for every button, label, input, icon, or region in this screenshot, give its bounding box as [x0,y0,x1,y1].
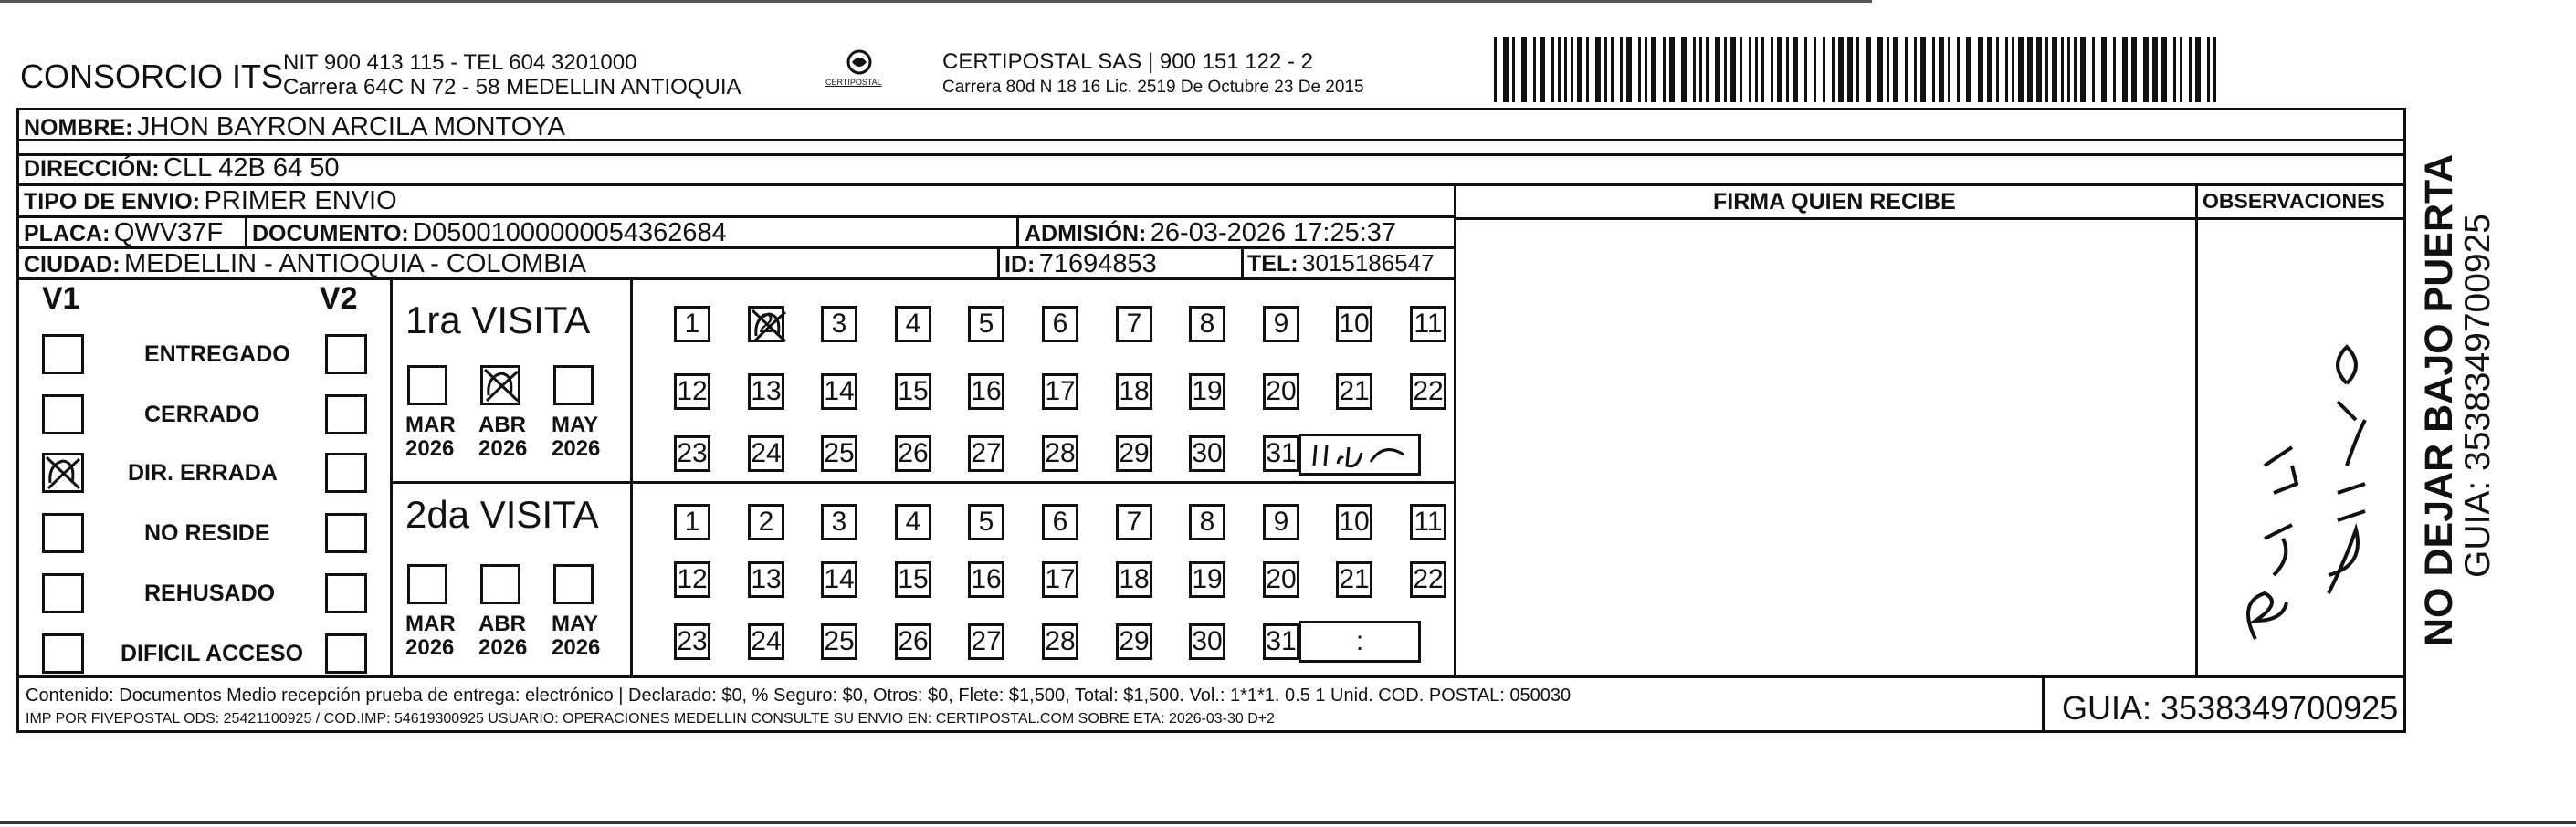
day-box[interactable] [1116,306,1152,342]
day-box[interactable] [748,561,784,598]
barcode-bar [1866,37,1871,102]
day-number: 6 [1052,507,1068,537]
barcode-bar [1611,37,1614,102]
ciudad-row [24,251,586,277]
v2-checkbox[interactable] [325,453,367,493]
barcode-bar [1551,37,1554,102]
day-number: 13 [751,376,782,406]
barcode-bar [2067,37,2070,102]
barcode-bar [1740,37,1742,102]
barcode-bar [1715,37,1720,102]
day-number: 2 [758,507,774,537]
admision-row [1025,220,1396,246]
day-number: 15 [898,376,929,406]
direccion-label: DIRECCIÓN: [24,156,160,182]
barcode-bar [1771,37,1773,102]
day-box[interactable] [1189,623,1225,660]
year-label: 2026 [552,635,601,660]
barcode-bar [2027,37,2033,102]
month-label: ABR [478,612,526,636]
nombre-label: NOMBRE: [24,115,133,141]
barcode-bar [1893,37,1898,102]
day-number: 17 [1045,564,1076,594]
day-box[interactable] [674,561,710,598]
carrier-license: Carrera 80d N 18 16 Lic. 2519 De Octubre 23 De 2015 [942,78,1364,97]
status-label: NO RESIDE [144,520,270,546]
barcode-bar [1978,37,1983,102]
day-box[interactable] [1336,561,1372,598]
day-box[interactable] [821,435,857,472]
day-box[interactable] [748,504,784,540]
day-box[interactable] [1042,623,1078,660]
v1-header: V1 [42,281,80,316]
day-box[interactable] [821,373,857,410]
barcode-bar [1626,37,1632,102]
day-number: 13 [751,564,782,594]
day-number: 28 [1045,626,1076,656]
barcode-bar [2180,37,2182,102]
day-box[interactable] [968,306,1004,342]
day-box[interactable] [748,306,784,342]
day-box[interactable] [674,435,710,472]
barcode-bar [2061,37,2064,102]
year-label: 2026 [478,436,528,461]
day-number: 28 [1045,438,1076,468]
day-box[interactable] [821,623,857,660]
barcode-bar [1521,37,1527,102]
day-box[interactable] [968,623,1004,660]
day-number: 26 [898,626,929,656]
v2-checkbox[interactable] [325,633,367,674]
day-number: 27 [971,438,1002,468]
barcode-bar [1512,37,1515,102]
day-number: 6 [1052,309,1068,339]
barcode-bar [1777,37,1782,102]
v1-checkbox[interactable] [42,573,84,613]
admision-value: 26-03-2026 17:25:37 [1150,218,1397,247]
barcode-bar [2213,37,2216,102]
month-checkbox[interactable] [553,365,594,405]
direccion-row [24,155,339,182]
day-box[interactable] [1189,561,1225,598]
status-label: DIFICIL ACCESO [121,641,304,666]
day-number: 8 [1199,309,1215,339]
placa-label: PLACA: [24,221,110,246]
nombre-value: JHON BAYRON ARCILA MONTOYA [136,112,565,141]
id-row [1004,251,1157,277]
day-number: 14 [824,376,855,406]
barcode-bar [1663,37,1666,102]
month-label: ABR [478,413,526,437]
day-number: 29 [1119,438,1150,468]
day-number: 18 [1119,376,1150,406]
day-box[interactable] [968,435,1004,472]
barcode-bar [1651,37,1656,102]
company-nit: NIT 900 413 115 - TEL 604 3201000 [283,50,637,75]
day-number: 26 [898,438,929,468]
day-number: 20 [1266,564,1297,594]
day-box[interactable] [674,623,710,660]
day-box[interactable] [674,504,710,540]
month-label: MAR [405,612,456,636]
day-number: 30 [1192,438,1223,468]
day-number: 5 [978,309,994,339]
day-box[interactable] [895,373,931,410]
day-number: 11 [1414,309,1443,339]
barcode-bar [2080,37,2086,102]
day-number: 16 [971,564,1002,594]
barcode-bar [2195,37,2201,102]
day-box[interactable] [1042,504,1078,540]
day-number: 25 [824,626,855,656]
day-box[interactable] [748,373,784,410]
day-box[interactable] [1263,435,1299,472]
v1-checkbox[interactable] [42,513,84,553]
year-label: 2026 [552,436,601,461]
day-box[interactable] [1189,306,1225,342]
ciudad-value: MEDELLIN - ANTIOQUIA - COLOMBIA [124,249,586,278]
company-name: CONSORCIO ITS [20,58,284,95]
barcode-bar [2045,37,2048,102]
barcode-bar [2173,37,2176,102]
day-number: 3 [831,507,847,537]
tel-row [1247,251,1435,276]
second-visit-time-text: : [1355,626,1364,656]
day-box[interactable] [1336,504,1372,540]
barcode-bar [1761,37,1764,102]
barcode-bar [2189,37,2192,102]
day-box[interactable] [895,504,931,540]
barcode-bar [2161,37,2167,102]
barcode-bar [1681,37,1687,102]
id-label: ID: [1004,252,1036,277]
day-number: 12 [677,564,708,594]
day-number: 21 [1339,564,1370,594]
second-visit-time-box[interactable] [1299,621,1421,663]
day-number: 16 [971,376,1002,406]
day-number: 25 [824,438,855,468]
admision-label: ADMISIÓN: [1025,221,1147,246]
no-dejar-bajo-puerta: NO DEJAR BAJO PUERTA [2417,153,2461,646]
day-box[interactable] [1263,306,1299,342]
v2-header: V2 [320,281,358,316]
barcode-bar [1540,37,1545,102]
barcode-bar [1847,37,1853,102]
barcode-bar [1503,37,1509,102]
v2-checkbox[interactable] [325,513,367,553]
barcode-bar [1814,37,1816,102]
v1-checkbox[interactable] [42,334,84,374]
day-box[interactable] [895,435,931,472]
day-box[interactable] [821,306,857,342]
barcode-icon [1494,37,2223,102]
status-label: DIR. ERRADA [128,460,278,486]
day-box[interactable] [1042,435,1078,472]
carrier-name: CERTIPOSTAL SAS | 900 151 122 - 2 [942,49,1313,74]
day-box[interactable] [1263,504,1299,540]
barcode-bar [2143,37,2149,102]
month-label: MAY [552,413,599,437]
barcode-bar [2122,37,2128,102]
barcode-bar [1533,37,1536,102]
day-box[interactable] [895,306,931,342]
month-checkbox[interactable] [553,564,594,604]
barcode-bar [1905,37,1908,102]
ciudad-label: CIUDAD: [24,252,121,277]
second-visit-title: 2da VISITA [405,493,599,536]
tipo-value: PRIMER ENVIO [204,186,397,215]
barcode-bar [1558,37,1561,102]
day-box[interactable] [1263,373,1299,410]
day-box[interactable] [1410,504,1446,540]
month-checkbox[interactable] [407,365,447,405]
year-label: 2026 [405,436,455,461]
day-box[interactable] [821,561,857,598]
logo-caption: CERTIPOSTAL [825,78,882,87]
day-box[interactable] [674,306,710,342]
barcode-bar [1706,37,1709,102]
day-box[interactable] [1116,623,1152,660]
day-number: 4 [905,507,921,537]
v1-checkbox[interactable] [42,633,84,674]
day-number: 24 [751,626,782,656]
firma-label: FIRMA QUIEN RECIBE [1713,189,1956,215]
year-label: 2026 [478,635,528,660]
barcode-bar [1730,37,1736,102]
day-number: 7 [1126,507,1142,537]
day-number: 29 [1119,626,1150,656]
barcode-bar [2092,37,2095,102]
day-number: 22 [1413,564,1444,594]
month-checkbox[interactable] [407,564,447,604]
documento-row [252,220,727,246]
barcode-bar [1987,37,1992,102]
barcode-bar [1832,37,1835,102]
day-box[interactable] [1410,373,1446,410]
id-value: 71694853 [1038,249,1157,278]
side-guia: GUIA: 3538349700925 [2458,214,2497,578]
barcode-bar [1920,37,1926,102]
day-number: 4 [905,309,921,339]
day-box[interactable] [748,435,784,472]
barcode-bar [1877,37,1883,102]
day-number: 9 [1273,309,1289,339]
first-visit-time-box[interactable] [1299,434,1421,476]
day-number: 8 [1199,507,1215,537]
barcode-bar [1823,37,1825,102]
day-number: 23 [677,438,708,468]
status-label: ENTREGADO [144,341,290,367]
day-box[interactable] [1189,504,1225,540]
day-number: 1 [684,507,700,537]
barcode-bar [1749,37,1751,102]
day-box[interactable] [895,561,931,598]
barcode-bar [1494,37,1497,102]
day-box[interactable] [968,373,1004,410]
barcode-bar [1793,37,1798,102]
tel-value: 3015186547 [1302,249,1435,277]
barcode-bar [1571,37,1573,102]
barcode-bar [1948,37,1950,102]
day-number: 20 [1266,376,1297,406]
observaciones-handwriting [2228,329,2392,657]
barcode-bar [1564,37,1567,102]
placa-value: QWV37F [113,218,224,247]
day-box[interactable] [968,504,1004,540]
barcode-bar [1887,37,1889,102]
documento-value: D05001000000054362684 [413,218,727,247]
footer-guia: GUIA: 3538349700925 [2062,689,2399,727]
month-checkbox[interactable] [480,564,520,604]
barcode-bar [1957,37,1960,102]
company-address: Carrera 64C N 72 - 58 MEDELLIN ANTIOQUIA [283,75,741,99]
barcode-bar [2036,37,2042,102]
first-visit-title: 1ra VISITA [405,298,591,341]
barcode-bar [1645,37,1647,102]
barcode-bar [1856,37,1859,102]
barcode-bar [1939,37,1944,102]
day-number: 19 [1192,376,1223,406]
barcode-bar [2152,37,2158,102]
barcode-bar [1755,37,1758,102]
barcode-bar [2113,37,2116,102]
day-number: 19 [1192,564,1223,594]
barcode-bar [1914,37,1917,102]
day-number: 3 [831,309,847,339]
barcode-bar [1693,37,1696,102]
day-box[interactable] [1116,373,1152,410]
day-number: 1 [684,309,700,339]
day-number: 17 [1045,376,1076,406]
day-box[interactable] [1042,561,1078,598]
direccion-value: CLL 42B 64 50 [163,153,340,183]
placa-row [24,220,223,246]
status-label: REHUSADO [144,581,276,606]
day-number: 31 [1266,438,1297,468]
day-number: 15 [898,564,929,594]
day-box[interactable] [1116,561,1152,598]
day-box[interactable] [1263,623,1299,660]
day-box[interactable] [674,373,710,410]
barcode-bar [1577,37,1582,102]
day-box[interactable] [748,623,784,660]
day-box[interactable] [1116,504,1152,540]
day-box[interactable] [1410,561,1446,598]
barcode-bar [2005,37,2008,102]
day-number: 23 [677,626,708,656]
barcode-bar [1669,37,1675,102]
month-label: MAR [405,413,456,437]
day-number: 14 [824,564,855,594]
certipostal-logo [818,46,900,100]
day-number: 21 [1339,376,1370,406]
day-number: 27 [971,626,1002,656]
nombre-row [24,114,565,141]
documento-label: DOCUMENTO: [252,221,409,246]
month-label: MAY [552,612,599,636]
month-checkbox[interactable] [480,365,520,405]
tel-label: TEL: [1247,251,1299,277]
day-box[interactable] [895,623,931,660]
barcode-bar [1595,37,1601,102]
day-number: 30 [1192,626,1223,656]
barcode-bar [2074,37,2077,102]
footer-contenido: Contenido: Documentos Medio recepción prueba de entrega: electrónico | Declarado: $0, % Seguro: $0, Otros: $0, Flete: $1,500, Total: $1,500. Vol.: 1*1*1. 0.5 1 Unid. COD. POSTAL: 050030 [26,686,1572,706]
day-number: 10 [1339,507,1370,537]
day-box[interactable] [821,504,857,540]
barcode-bar [2052,37,2057,102]
day-box[interactable] [1116,435,1152,472]
day-box[interactable] [1042,306,1078,342]
day-number: 2 [758,309,774,339]
status-label: CERRADO [144,402,260,427]
tipo-label: TIPO DE ENVIO: [24,189,201,215]
day-number: 10 [1339,309,1370,339]
barcode-bar [1638,37,1641,102]
day-number: 7 [1126,309,1142,339]
day-box[interactable] [1336,373,1372,410]
barcode-bar [1838,37,1844,102]
v2-checkbox[interactable] [325,573,367,613]
day-number: 22 [1413,376,1444,406]
barcode-bar [2018,37,2024,102]
day-box[interactable] [968,561,1004,598]
day-number: 12 [677,376,708,406]
barcode-bar [1724,37,1727,102]
barcode-bar [1604,37,1607,102]
v2-checkbox[interactable] [325,334,367,374]
day-box[interactable] [1189,373,1225,410]
barcode-bar [1586,37,1589,102]
day-box[interactable] [1410,306,1446,342]
barcode-bar [2012,37,2014,102]
barcode-bar [1804,37,1807,102]
v1-checkbox[interactable] [42,453,84,493]
day-box[interactable] [1189,435,1225,472]
day-number: 31 [1266,626,1297,656]
v2-checkbox[interactable] [325,394,367,434]
barcode-bar [2101,37,2107,102]
barcode-bar [1966,37,1971,102]
day-number: 18 [1119,564,1150,594]
day-box[interactable] [1042,373,1078,410]
barcode-bar [2207,37,2210,102]
barcode-bar [1620,37,1623,102]
day-number: 5 [978,507,994,537]
v1-checkbox[interactable] [42,394,84,434]
barcode-bar [2131,37,2137,102]
day-number: 11 [1414,507,1443,537]
day-box[interactable] [1263,561,1299,598]
barcode-bar [1786,37,1789,102]
tipo-row [24,188,397,215]
barcode-bar [1699,37,1702,102]
observaciones-label: OBSERVACIONES [2203,189,2385,213]
day-number: 24 [751,438,782,468]
year-label: 2026 [405,635,455,660]
day-number: 9 [1273,507,1289,537]
barcode-bar [1996,37,1999,102]
footer-imp: IMP POR FIVEPOSTAL ODS: 25421100925 / COD.IMP: 54619300925 USUARIO: OPERACIONES MEDELLIN CONSULTE SU ENVIO EN: CERTIPOSTAL.COM SOBRE ETA: 2026-03-30 D+2 [26,711,1276,727]
barcode-bar [1932,37,1935,102]
day-box[interactable] [1336,306,1372,342]
